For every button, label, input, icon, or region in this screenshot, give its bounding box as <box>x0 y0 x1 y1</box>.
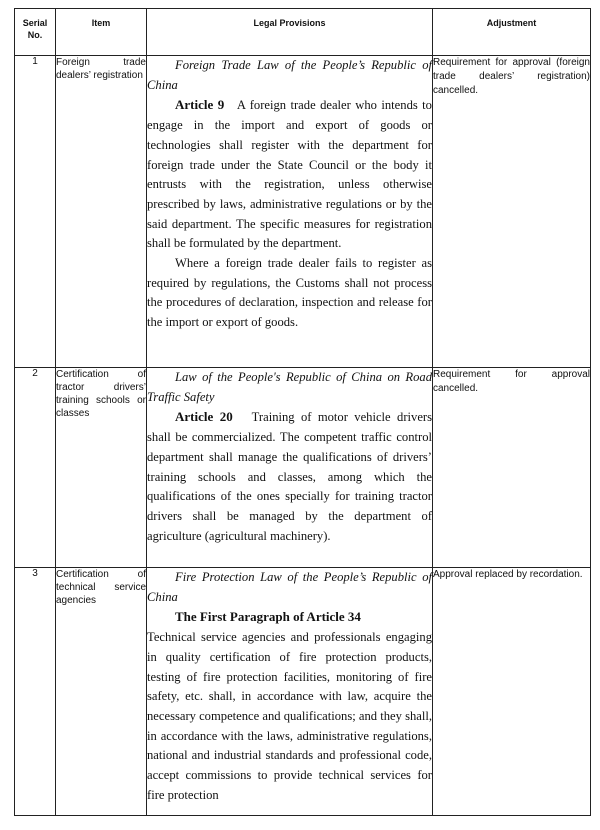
header-row <box>15 9 591 56</box>
article-paragraph <box>147 407 432 546</box>
header-serial: Serial No. <box>15 9 56 56</box>
legal-provisions-table <box>14 8 591 816</box>
article-number: Article 9 <box>175 97 225 113</box>
header-adjustment: Adjustment <box>433 9 591 56</box>
serial-cell: 3 <box>15 568 56 816</box>
adjustment-cell: Requirement for approval cancelled. <box>433 368 591 568</box>
law-title: Law of the People's Republic of China on Road Traffic Safety <box>147 370 432 404</box>
item-cell: Certification of technical service agencies <box>56 568 147 816</box>
law-title: Foreign Trade Law of the People’s Republic of China <box>147 58 432 92</box>
article-text: Technical service agencies and professionals engaging in quality certification of fire protection products, testing of fire protection facilities, monitoring of fire safety, etc. shall, in accordance with law, acquire the necessary competence and qualifications; and they shall, in accordance with the laws, administrative regulations, national and industrial standards and professional code, accept commissions to provide technical services for fire protection <box>147 630 433 802</box>
table-row <box>15 568 591 816</box>
provisions-cell <box>147 56 433 368</box>
item-cell: Foreign trade dealers’ registration <box>56 56 147 368</box>
article-text: Training of motor vehicle drivers shall be commercialized. The competent traffic control department shall manage the qualifications of drivers’ training schools and classes, among which the qualifications of the ones specially for training tractor drivers shall be managed by the department of agriculture (agricultural machinery). <box>147 410 432 543</box>
header-provisions: Legal Provisions <box>147 9 433 56</box>
article-paragraph <box>147 607 432 805</box>
header-item: Item <box>56 9 147 56</box>
article-paragraph <box>147 95 432 254</box>
law-title: Fire Protection Law of the People’s Republic of China <box>147 570 432 604</box>
serial-cell: 1 <box>15 56 56 368</box>
provisions-cell <box>147 568 433 816</box>
provisions-cell <box>147 368 433 568</box>
serial-cell: 2 <box>15 368 56 568</box>
table-row <box>15 368 591 568</box>
adjustment-cell: Approval replaced by recordation. <box>433 568 591 816</box>
item-cell: Certification of tractor drivers’ training schools or classes <box>56 368 147 568</box>
adjustment-cell: Requirement for approval (foreign trade dealers’ registration) cancelled. <box>433 56 591 368</box>
table-row <box>15 56 591 368</box>
article-paragraph-2: Where a foreign trade dealer fails to register as required by regulations, the Customs shall not process the procedures of declaration, inspection and release for the import or export of goods. <box>147 256 432 330</box>
article-text: A foreign trade dealer who intends to engage in the import and export of goods or technologies shall register with the department for foreign trade under the State Council or the body it entrusts with the registration, unless otherwise prescribed by laws, administrative regulations or by the said department. The specific measures for registration shall be formulated by the department. <box>147 98 432 251</box>
article-number: The First Paragraph of Article 34 <box>175 609 361 625</box>
article-number: Article 20 <box>175 409 233 425</box>
